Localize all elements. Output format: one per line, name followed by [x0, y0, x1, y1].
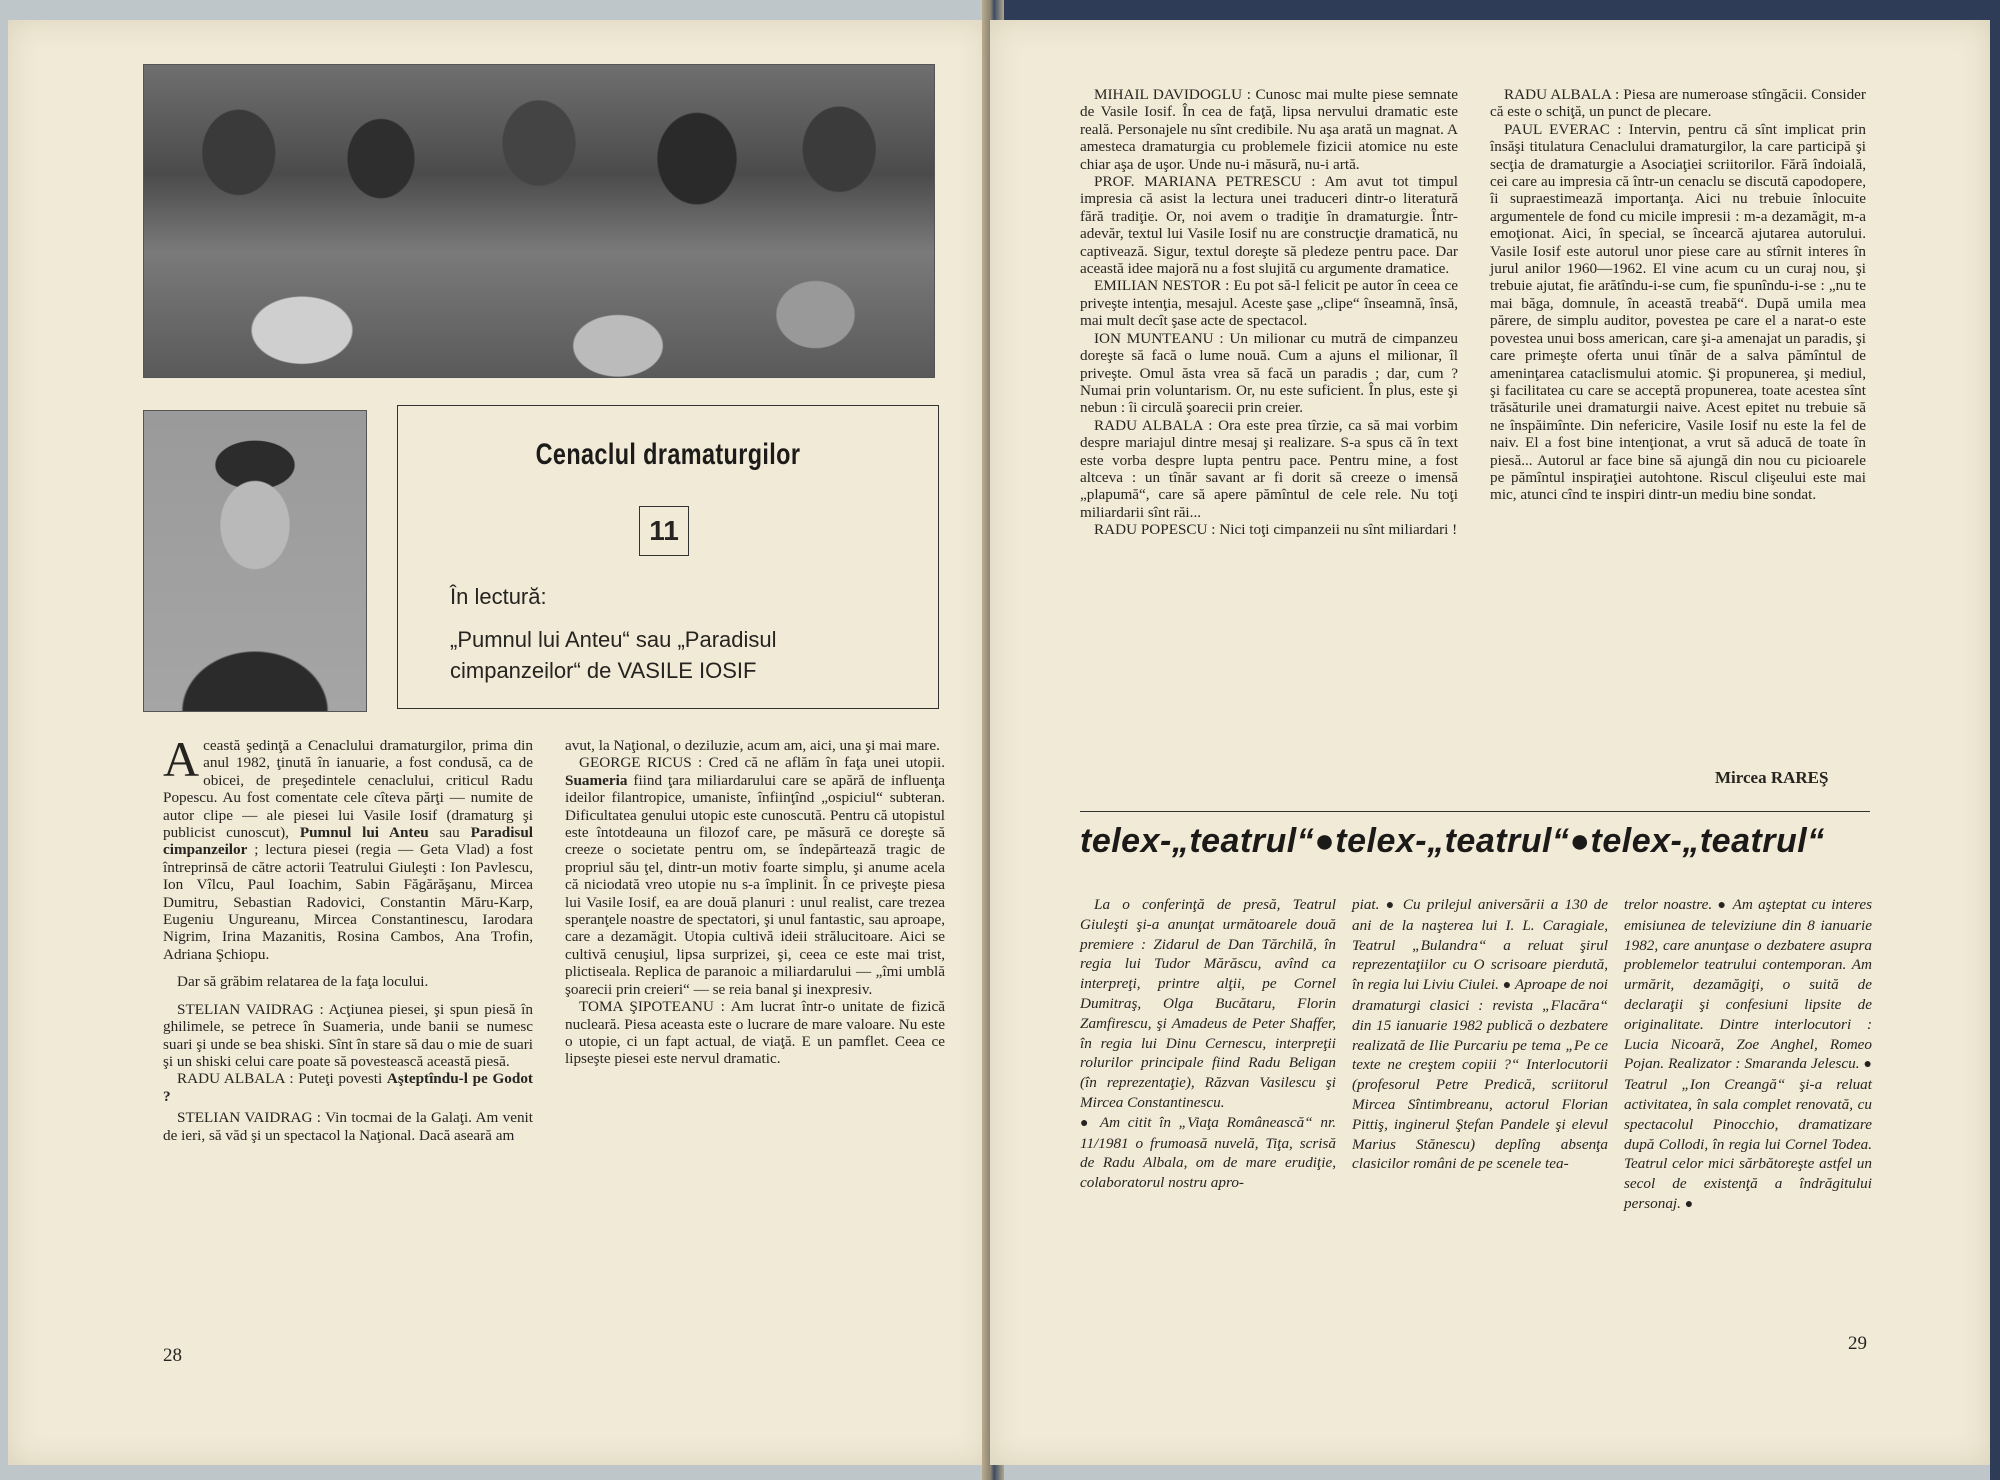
left-column-1: [163, 731, 534, 1144]
page-number-right: 29: [1848, 1333, 1867, 1354]
author-signature: Mircea RAREŞ: [1715, 768, 1829, 787]
play-title: [450, 624, 910, 686]
bullet-icon: ●: [1684, 1196, 1694, 1212]
paragraph: MIHAIL DAVIDOGLU : Cunosc mai multe piese semnate de Vasile Iosif. În cea de faţă, lipsa nervului dramatic este reală. Personajele nu sînt credibile. Nu aşa arată un magnat. A amesteca dramaturgia cu problemele fizicii atomice nu este chiar aşa de uşor. Unde nu-i măsură, nu-i artă.: [1080, 86, 1458, 173]
telex-rule: [1080, 811, 1870, 812]
article-title: Cenaclul dramaturgilor: [535, 438, 801, 471]
paragraph: RADU ALBALA : Puteţi povesti Aşteptîndu-l pe Godot ?: [163, 1070, 533, 1105]
play-title-line2: cimpanzeilor“ de VASILE IOSIF: [450, 658, 757, 683]
telex-column-2: [1352, 895, 1608, 1174]
paragraph: RADU POPESCU : Nici toţi cimpanzeii nu sînt miliardari !: [1094, 521, 1458, 539]
page-number-left: 28: [163, 1345, 182, 1366]
paragraph: Dar să grăbim relatarea de la faţa locului.: [177, 973, 429, 991]
lectura-label: În lectură:: [450, 584, 547, 609]
drop-cap: A: [163, 731, 200, 787]
paragraph: EMILIAN NESTOR : Eu pot să-l felicit pe autor în ceea ce priveşte intenţia, mesajul. Aceste şase „clipe“ înseamnă, însă, mai mult decît şase acte de spectacol.: [1080, 277, 1458, 330]
bullet-icon: ●: [1080, 1115, 1093, 1131]
cover-edge-right: [1990, 0, 2000, 1480]
session-number: 11: [639, 506, 689, 556]
telex-heading: telex-„teatrul“●telex-„teatrul“●telex-„teatrul“: [1080, 822, 1825, 860]
paragraph: avut, la Naţional, o deziluzie, acum am, aici, una şi mai mare.: [565, 737, 940, 754]
left-column-2: [565, 737, 945, 1068]
telex-column-1: [1080, 895, 1336, 1193]
intro-paragraph: Această şedinţă a Cenaclului dramaturgilor, prima din anul 1982, ţinută în ianuarie, a fost condusă, ca de obicei, de preşedintele cenaclului, criticul Radu Popescu. Au fost comentate cele cîteva părţi — numite de autor clipe — ale piesei lui Vasile Iosif (dramaturg şi publicist cunoscut), Pumnul lui Anteu sau Paradisul cimpanzeilor ; lectura piesei (regia — Geta Vlad) a fost întreprinsă de către actorii Teatrului Giuleşti : Ion Pavlescu, Ion Vîlcu, Paul Ioachim, Sabin Făgărăşanu, Mircea Dumitru, Sebastian Radovici, Constantin Măru-Karp, Eugeniu Ungureanu, Mircea Constantinescu, Iarodara Nigrim, Irina Mazanitis, Rosina Cambos, Ana Trofin, Adriana Şchiopu.: [163, 731, 534, 963]
paragraph: PAUL EVERAC : Intervin, pentru că sînt implicat prin însăşi titulatura Cenaclului dramaturgilor, la care participă şi secţia de dramaturgie a Asociaţiei scriitorilor. Fără îndoială, cei care au impresia că într-un cenaclu se discută capodopere, îi supraestimează importanţa. Aici nu trebuie înlocuite argumentele de fond cu micile impresii : m-a dezamăgit, m-a emoţionat. Aici, în special, se încearcă ajutarea autorului. Vasile Iosif este autorul unor piese care au stîrnit interes în jurul anilor 1960—1962. El vine acum cu un curaj nou, şi trebuie ajutat, fie arătîndu-i-se cum, fie spunîndu-i-se : „nu te mai băga, domnule, în această treabă“. După umila mea părere, de simplu auditor, povestea pe care el a narat-o este povestea unui boss american, care şi-a amenajat un paradis, şi care primeşte oferta unui tînăr de a salva pămîntul de ameninţarea cataclismului atomic. Şi propunerea, şi mediul, şi facilitatea cu care se acceptă propunerea, toate acestea sînt trăsăturile unei dramaturgii naive. Acest epitet nu trebuie să ne înspăimînte. Din nefericire, Vasile Iosif nu este la fel de naiv. El a fost bine intenţionat, a vrut să aducă de toate în piesă... Autorul ar face bine să ajungă din nou cu picioarele pe pămîntul inspiraţiei autohtone. Riscul clişeului este mai mic, atunci cînd te inspiri dintr-un mediu bine sondat.: [1490, 120, 1866, 504]
bullet-icon: ●: [1385, 898, 1397, 913]
paragraph: PROF. MARIANA PETRESCU : Am avut tot timpul impresia că asist la lectura unei traduceri dintr-o literatură fără tradiţie. Or, noi avem o tradiţie în dramaturgie. Într-adevăr, textul lui Vasile Iosif nu are construcţie dramatică, nu captivează. Sigur, textul doreşte să pledeze pentru pace. Dar această idee majoră nu a fost slujită cu argumente dramatice.: [1080, 173, 1458, 278]
bullet-icon: ●: [1863, 1057, 1873, 1073]
paragraph: STELIAN VAIDRAG : Vin tocmai de la Galaţi. Am venit de ieri, să văd şi un spectacol la Naţional. Dacă aseară am: [163, 1109, 533, 1144]
cover-edge-top: [990, 0, 2000, 22]
right-column-1: [1080, 86, 1458, 539]
play-title-line1: „Pumnul lui Anteu“ sau „Paradisul: [450, 627, 777, 652]
telex-item: piat. ● Cu prilejul aniversării a 130 de ani de la naşterea lui I. L. Caragiale, Teatrul „Bulandra“ a reluat şirul reprezentaţiilor cu O scrisoare pierdută, în regia lui Liviu Ciulei. ● Aproape de noi dramaturgi clasici : revista „Flacăra“ din 15 ianuarie 1982 publică o dezbatere realizată de Ilie Purcariu pe tema „Pe ce texte ne creştem copiii ?“ Interlocutorii (profesorul Petre Predică, scriitorul Mircea Sîntimbreanu, actorul Florian Pittiş, inginerul Ştefan Pandele şi elevul Marius Stănescu) deplîng absenţa clasicilor români de pe scenele tea-: [1352, 896, 1609, 1173]
telex-item: ● Am citit în „Viaţa Românească“ nr. 11/1981 o frumoasă nuvelă, Tiţa, scrisă de Radu Albala, om de mare erudiţie, colaboratorul nostru apro-: [1080, 1113, 1336, 1192]
telex-column-3: [1624, 895, 1872, 1215]
paragraph: RADU ALBALA : Piesa are numeroase stîngăcii. Consider că este o schiţă, un punct de plecare.: [1490, 86, 1866, 121]
paragraph: STELIAN VAIDRAG : Acţiunea piesei, şi spun piesă în ghilimele, se petrece în Suameria, unde banii se numesc suari şi unde se bea shiski. Sînt în stare să dau o mie de suari şi un shiski celui care poate să povestească această piesă.: [163, 1000, 533, 1070]
paragraph: GEORGE RICUS : Cred că ne aflăm în faţa unei utopii. Suameria fiind ţara miliardarului care se apără de influenţa ideilor filantropice, umaniste, înfiinţînd „ospiciul“ subteran. Dificultatea genului utopic este cunoscută. Pentru că utopistul este întotdeauna un filozof care, pe măsură ce doreşte să creeze o societate pentru om, se îndepărtează tragic de propriul său ţel, dintr-un motiv foarte simplu, şi anume acela că niciodată vreo utopie nu s-a împlinit. În ce priveşte piesa lui Vasile Iosif, ea are două planuri : unul realist, care trezea speranţele noastre de spectatori, şi unul fantastic, sau aproape, care a dezamăgit. Utopia cultivă ideii strălucitoare. Aici se cultivă cenuşiul, lipsa surprizei, şi, ceea ce este mai trist, plictiseala. Replica de paranoic a miliardarului — „îmi umblă şoarecii prin creieri“ — se reia banal şi inexpresiv.: [565, 754, 945, 998]
telex-item: trelor noastre. ● Am aşteptat cu interes emisiunea de televiziune din 8 ianuarie 1982, care anunţase o dezbatere asupra problemelor teatrului contemporan. Am urmărit, dezamăgiţi, o suită de declaraţii şi confesiuni lipsite de originalitate. Dintre interlocutori : Lucia Nicoară, Zoe Anghel, Romeo Pojan. Realizator : Smaranda Jelescu. ● Teatrul „Ion Creangă“ şi-a reluat activitatea, în sala complet renovată, cu spectacolul Pinocchio, dramatizare după Collodi, în regia lui Cornel Todea. Teatrul celor mici sărbătoreşte astfel un secol de existenţă a îndrăgitului personaj. ●: [1624, 896, 1873, 1212]
bullet-icon: ●: [1717, 898, 1728, 913]
title-box: [397, 405, 939, 709]
paragraph: RADU ALBALA : Ora este prea tîrzie, ca să mai vorbim despre mariajul dintre mesaj şi realizare. S-a spus că în text este vorba despre lupta pentru pace. Pentru mine, a fost altceva : un tînăr savant ar fi dorit să creeze o imensă „plapumă“, care să apere pămîntul de cele rele. Nu toţi miliardarii sînt răi...: [1080, 416, 1458, 521]
portrait-photo: [143, 410, 367, 712]
bullet-icon: ●: [1502, 978, 1512, 994]
right-column-2: [1490, 86, 1866, 504]
telex-item: La o conferinţă de presă, Teatrul Giuleşti şi-a anunţat următoarele două premiere : Zidarul de Dan Tărchilă, în regia lui Tudor Mărăscu, avînd ca interpreţi, printre alţii, pe Cornel Dumitraş, Olga Bucătaru, Florin Zamfirescu, şi Amadeus de Peter Shaffer, în regia lui Dinu Cernescu, interpreţii rolurilor principale fiind Radu Beligan (în reprezentaţie), Răzvan Vasilescu şi Mircea Constantinescu.: [1080, 896, 1336, 1111]
meeting-photo: [143, 64, 935, 378]
paragraph: TOMA ŞIPOTEANU : Am lucrat într-o unitate de fizică nucleară. Piesa aceasta este o lucrare de mare valoare. Nu este o utopie, ci un fapt actual, de viaţă. E un pamflet. Ceea ce lipseşte piesei este nervul dramatic.: [565, 998, 945, 1068]
paragraph: ION MUNTEANU : Un milionar cu mutră de cimpanzeu doreşte să facă o lume nouă. Cum a ajuns el milionar, îl priveşte. Omul ăsta vrea să facă un paradis ; dar, cum ? Numai prin voluntarism. Or, nu este suficient. În plus, este şi nebun : îi circulă şoarecii prin creier.: [1080, 329, 1458, 417]
